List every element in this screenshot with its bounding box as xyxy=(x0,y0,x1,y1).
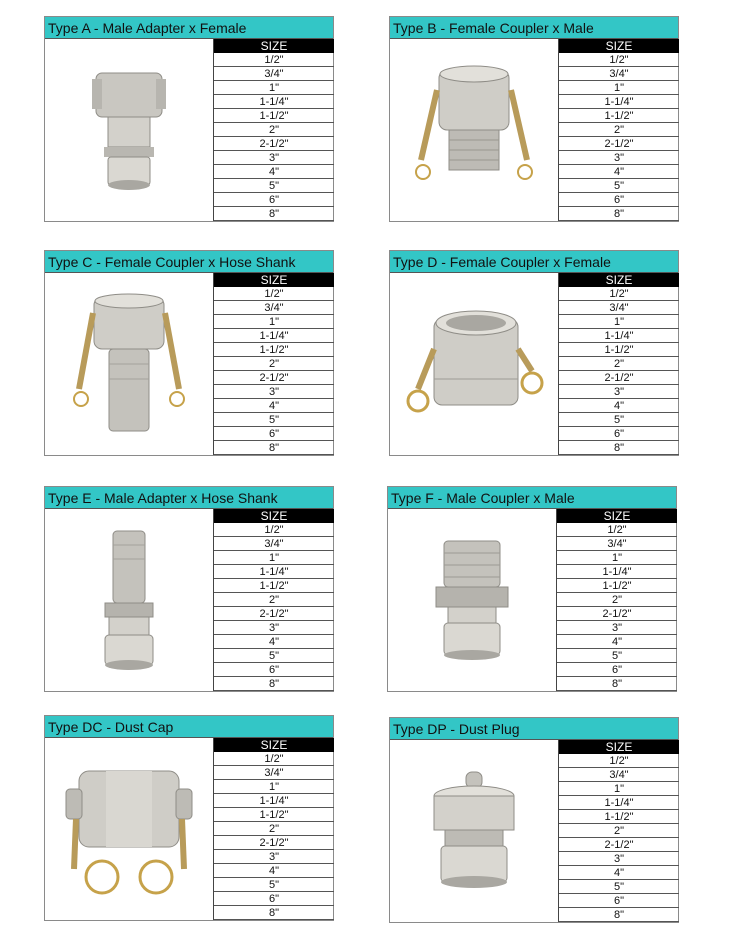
size-row: 3/4" xyxy=(559,768,679,782)
size-table xyxy=(213,273,334,455)
size-row: 3" xyxy=(559,151,679,165)
size-row: 1/2" xyxy=(559,287,679,301)
size-row: 8" xyxy=(559,441,679,455)
size-row: 3" xyxy=(214,850,334,864)
product-photo xyxy=(390,740,558,922)
size-row: 4" xyxy=(559,399,679,413)
dust-cap-fitting-icon xyxy=(54,759,204,899)
size-row: 1-1/4" xyxy=(557,565,677,579)
product-photo xyxy=(390,39,558,221)
size-row: 1-1/2" xyxy=(559,343,679,357)
size-row: 3/4" xyxy=(557,537,677,551)
size-row: 2-1/2" xyxy=(557,607,677,621)
product-card-type-f xyxy=(387,486,677,692)
size-header: SIZE xyxy=(214,39,334,53)
size-row: 3" xyxy=(559,852,679,866)
size-row: 3/4" xyxy=(214,67,334,81)
size-row: 1/2" xyxy=(559,53,679,67)
size-row: 1-1/4" xyxy=(559,796,679,810)
size-row: 1" xyxy=(214,315,334,329)
size-row: 6" xyxy=(559,193,679,207)
size-table xyxy=(558,39,679,221)
size-table xyxy=(556,509,677,691)
size-row: 8" xyxy=(557,677,677,691)
size-row: 1/2" xyxy=(214,287,334,301)
size-row: 1/2" xyxy=(214,523,334,537)
size-row: 1/2" xyxy=(557,523,677,537)
size-row: 5" xyxy=(214,179,334,193)
female-coupler-male-fitting-icon xyxy=(409,60,539,200)
size-row: 2-1/2" xyxy=(214,607,334,621)
size-row: 4" xyxy=(214,635,334,649)
card-title: Type A - Male Adapter x Female xyxy=(45,17,333,39)
card-title: Type DC - Dust Cap xyxy=(45,716,333,738)
product-photo xyxy=(388,509,556,691)
size-row: 1-1/2" xyxy=(559,109,679,123)
card-title: Type DP - Dust Plug xyxy=(390,718,678,740)
size-row: 1-1/2" xyxy=(214,808,334,822)
size-row: 8" xyxy=(214,441,334,455)
size-row: 3/4" xyxy=(559,301,679,315)
size-row: 5" xyxy=(214,878,334,892)
product-card-type-c xyxy=(44,250,334,456)
size-row: 3" xyxy=(214,151,334,165)
size-row: 6" xyxy=(214,193,334,207)
size-row: 1-1/2" xyxy=(557,579,677,593)
size-row: 6" xyxy=(559,894,679,908)
size-row: 5" xyxy=(559,880,679,894)
size-row: 3/4" xyxy=(214,537,334,551)
size-row: 3" xyxy=(214,621,334,635)
size-row: 2" xyxy=(559,357,679,371)
size-header: SIZE xyxy=(559,273,679,287)
size-row: 2-1/2" xyxy=(559,838,679,852)
size-table xyxy=(558,740,679,922)
product-card-type-e xyxy=(44,486,334,692)
size-row: 1-1/2" xyxy=(559,810,679,824)
product-card-type-d xyxy=(389,250,679,456)
size-row: 6" xyxy=(214,427,334,441)
size-table xyxy=(213,39,334,221)
size-row: 2-1/2" xyxy=(214,836,334,850)
size-row: 6" xyxy=(559,427,679,441)
size-row: 3" xyxy=(557,621,677,635)
size-row: 2" xyxy=(557,593,677,607)
size-row: 3/4" xyxy=(214,766,334,780)
size-row: 1" xyxy=(214,780,334,794)
size-row: 1-1/4" xyxy=(559,95,679,109)
size-row: 8" xyxy=(214,677,334,691)
size-row: 4" xyxy=(559,866,679,880)
size-table xyxy=(213,509,334,691)
size-row: 1-1/4" xyxy=(214,565,334,579)
product-card-type-dc xyxy=(44,715,334,921)
size-row: 5" xyxy=(557,649,677,663)
card-title: Type D - Female Coupler x Female xyxy=(390,251,678,273)
size-row: 1/2" xyxy=(214,53,334,67)
size-row: 1" xyxy=(559,315,679,329)
size-row: 2-1/2" xyxy=(559,137,679,151)
size-row: 6" xyxy=(557,663,677,677)
product-photo xyxy=(45,39,213,221)
size-row: 2" xyxy=(559,824,679,838)
size-row: 1" xyxy=(214,81,334,95)
size-row: 5" xyxy=(214,413,334,427)
size-row: 8" xyxy=(214,207,334,221)
size-row: 3/4" xyxy=(214,301,334,315)
size-row: 1" xyxy=(559,81,679,95)
size-row: 2" xyxy=(214,357,334,371)
card-title: Type C - Female Coupler x Hose Shank xyxy=(45,251,333,273)
size-row: 2-1/2" xyxy=(559,371,679,385)
size-row: 8" xyxy=(214,906,334,920)
size-row: 1" xyxy=(557,551,677,565)
size-row: 1/2" xyxy=(214,752,334,766)
size-row: 6" xyxy=(214,663,334,677)
size-row: 1-1/2" xyxy=(214,579,334,593)
male-adapter-hose-shank-fitting-icon xyxy=(89,525,169,675)
product-card-type-b xyxy=(389,16,679,222)
size-row: 1/2" xyxy=(559,754,679,768)
size-row: 5" xyxy=(559,413,679,427)
product-photo xyxy=(45,273,213,455)
size-row: 1-1/4" xyxy=(214,329,334,343)
size-row: 4" xyxy=(214,399,334,413)
card-title: Type F - Male Coupler x Male xyxy=(388,487,676,509)
size-row: 4" xyxy=(559,165,679,179)
size-row: 3/4" xyxy=(559,67,679,81)
size-row: 8" xyxy=(559,908,679,922)
size-table xyxy=(213,738,334,920)
size-row: 1-1/2" xyxy=(214,109,334,123)
size-row: 2" xyxy=(214,123,334,137)
product-card-type-dp xyxy=(389,717,679,923)
size-header: SIZE xyxy=(559,740,679,754)
product-card-type-a xyxy=(44,16,334,222)
size-row: 4" xyxy=(214,864,334,878)
size-row: 1-1/4" xyxy=(214,95,334,109)
size-row: 3" xyxy=(214,385,334,399)
size-header: SIZE xyxy=(214,738,334,752)
size-row: 1-1/4" xyxy=(559,329,679,343)
size-row: 1" xyxy=(559,782,679,796)
size-header: SIZE xyxy=(214,273,334,287)
product-photo xyxy=(45,738,213,920)
size-row: 8" xyxy=(559,207,679,221)
size-row: 1-1/2" xyxy=(214,343,334,357)
size-row: 4" xyxy=(214,165,334,179)
size-row: 2" xyxy=(559,123,679,137)
size-row: 5" xyxy=(214,649,334,663)
female-coupler-female-fitting-icon xyxy=(404,299,544,429)
size-table xyxy=(558,273,679,455)
size-row: 1" xyxy=(214,551,334,565)
size-row: 5" xyxy=(559,179,679,193)
size-row: 2-1/2" xyxy=(214,137,334,151)
size-row: 2" xyxy=(214,593,334,607)
card-title: Type E - Male Adapter x Hose Shank xyxy=(45,487,333,509)
product-photo xyxy=(390,273,558,455)
male-adapter-female-fitting-icon xyxy=(84,65,174,195)
size-header: SIZE xyxy=(557,509,677,523)
dust-plug-fitting-icon xyxy=(419,766,529,896)
male-coupler-male-fitting-icon xyxy=(422,535,522,665)
size-row: 4" xyxy=(557,635,677,649)
card-title: Type B - Female Coupler x Male xyxy=(390,17,678,39)
size-header: SIZE xyxy=(559,39,679,53)
product-photo xyxy=(45,509,213,691)
size-row: 1-1/4" xyxy=(214,794,334,808)
female-coupler-hose-shank-fitting-icon xyxy=(69,289,189,439)
size-header: SIZE xyxy=(214,509,334,523)
size-row: 3" xyxy=(559,385,679,399)
size-row: 2" xyxy=(214,822,334,836)
size-row: 6" xyxy=(214,892,334,906)
size-row: 2-1/2" xyxy=(214,371,334,385)
